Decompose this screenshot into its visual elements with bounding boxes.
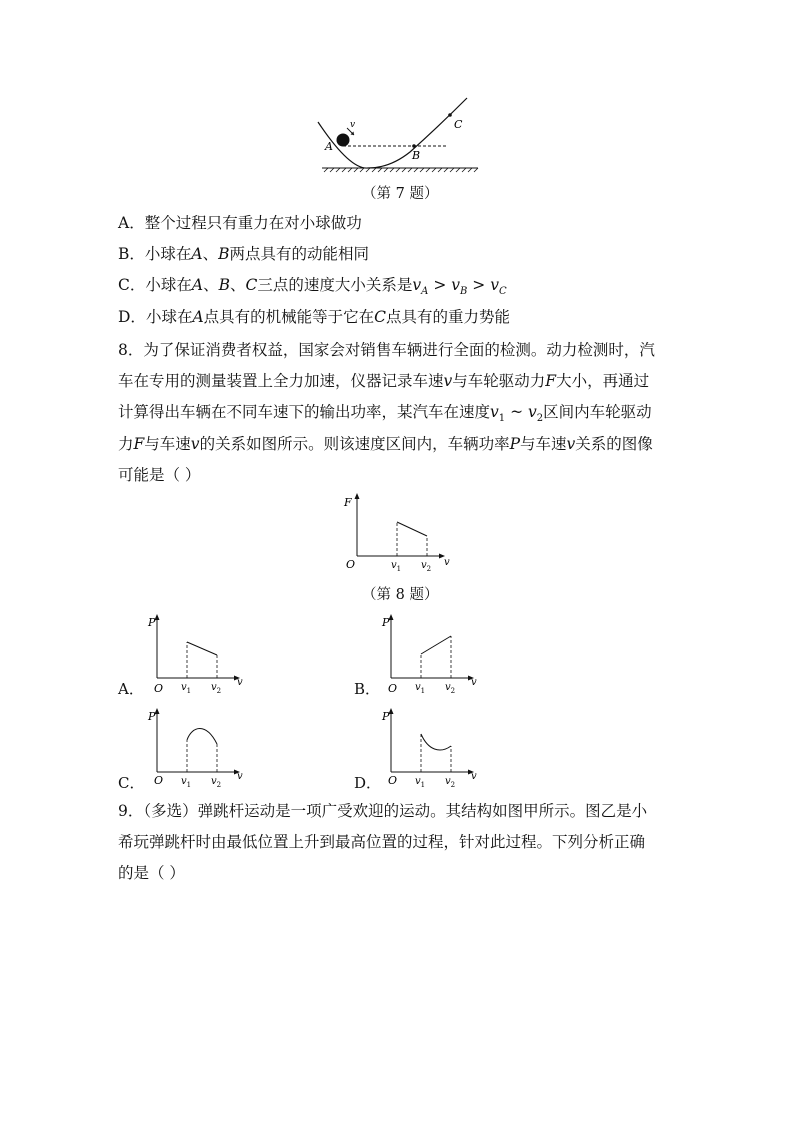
q8-option-a-graph [140,610,252,694]
power-line [187,642,217,655]
tick-v2: $v_2$ [445,682,456,694]
tick-v1: $v_1$ [391,560,402,573]
point-C-label: C [454,118,463,131]
tick-v2: $v_2$ [421,560,432,573]
q7-figure-caption: （第 7 题） [362,186,439,202]
origin-label: O [154,774,164,787]
q8-option-c-graph [140,704,252,788]
x-axis-label: v [237,677,243,688]
tick-v2: $v_2$ [211,776,222,788]
power-curve [421,734,451,750]
tick-v1: $v_1$ [415,776,426,788]
q8-stem-line-3: 计算得出车辆在不同车速下的输出功率，某汽车在速度$v_1$ ~ $v_2$区间内车轮驱动 [118,403,652,425]
q8-option-a-letter: A． [118,680,144,698]
y-axis-label: P [148,616,156,629]
x-axis-label: v [471,771,477,782]
y-axis-label: P [148,710,156,723]
q8-option-d-graph [374,704,486,788]
force-line [397,522,427,536]
origin-label: O [346,558,356,571]
velocity-label: v [350,120,356,130]
y-axis-label: F [344,496,352,509]
point-B-label: B [412,149,421,162]
point-C [448,113,452,117]
y-axis-label: P [382,710,390,723]
y-axis-label: P [382,616,390,629]
tick-v1: $v_1$ [181,776,192,788]
q9-stem-line-3: 的是（ ） [118,864,185,882]
q7-track-figure [310,92,490,174]
tick-v1: $v_1$ [181,682,192,694]
track-curve [318,98,467,168]
x-axis-label: v [471,677,477,688]
x-axis-label: v [237,771,243,782]
q8-figure-caption: （第 8 题） [362,587,439,603]
q8-stem-line-2: 车在专用的测量装置上全力加速，仪器记录车速v与车轮驱动力F大小，再通过 [118,372,650,390]
q8-option-b-graph [374,610,486,694]
ground-hatch [324,168,478,172]
q7-option-a: A．整个过程只有重力在对小球做功 [118,214,362,232]
q8-option-c-letter: C． [118,774,145,792]
q8-stem-line-4: 力F与车速v的关系如图所示。则该速度区间内，车辆功率P与车速v关系的图像 [118,435,653,453]
speed-relation-formula: $v_A > v_B > v_C$ [412,276,507,298]
q8-force-speed-graph [340,490,460,574]
tick-v1: $v_1$ [415,682,426,694]
origin-label: O [388,682,398,694]
q8-stem-line-5: 可能是（ ） [118,466,201,484]
q9-stem-line-2: 希玩弹跳杆时由最低位置上升到最高位置的过程，针对此过程。下列分析正确 [118,833,646,851]
q9-stem-line-1: 9．（多选）弹跳杆运动是一项广受欢迎的运动。其结构如图甲所示。图乙是小 [118,802,648,820]
origin-label: O [388,774,398,787]
origin-label: O [154,682,164,694]
point-A-label: A [325,140,333,153]
q8-option-d-letter: D． [354,774,382,792]
power-curve [187,729,217,745]
q7-option-c: C．小球在A、B、C三点的速度大小关系是$v_A > v_B > v_C$ [118,276,507,298]
tick-v2: $v_2$ [211,682,222,694]
x-axis-label: v [444,557,450,568]
tick-v2: $v_2$ [445,776,456,788]
q8-option-b-letter: B． [354,680,381,698]
y-axis-arrow [355,493,360,499]
point-B [412,144,416,148]
q7-option-d: D．小球在A点具有的机械能等于它在C点具有的重力势能 [118,308,511,326]
q7-option-b: B．小球在A、B两点具有的动能相同 [118,245,370,263]
power-line [421,636,451,654]
q8-stem-line-1: 8．为了保证消费者权益，国家会对销售车辆进行全面的检测。动力检测时，汽 [118,341,655,359]
ball [337,134,350,147]
